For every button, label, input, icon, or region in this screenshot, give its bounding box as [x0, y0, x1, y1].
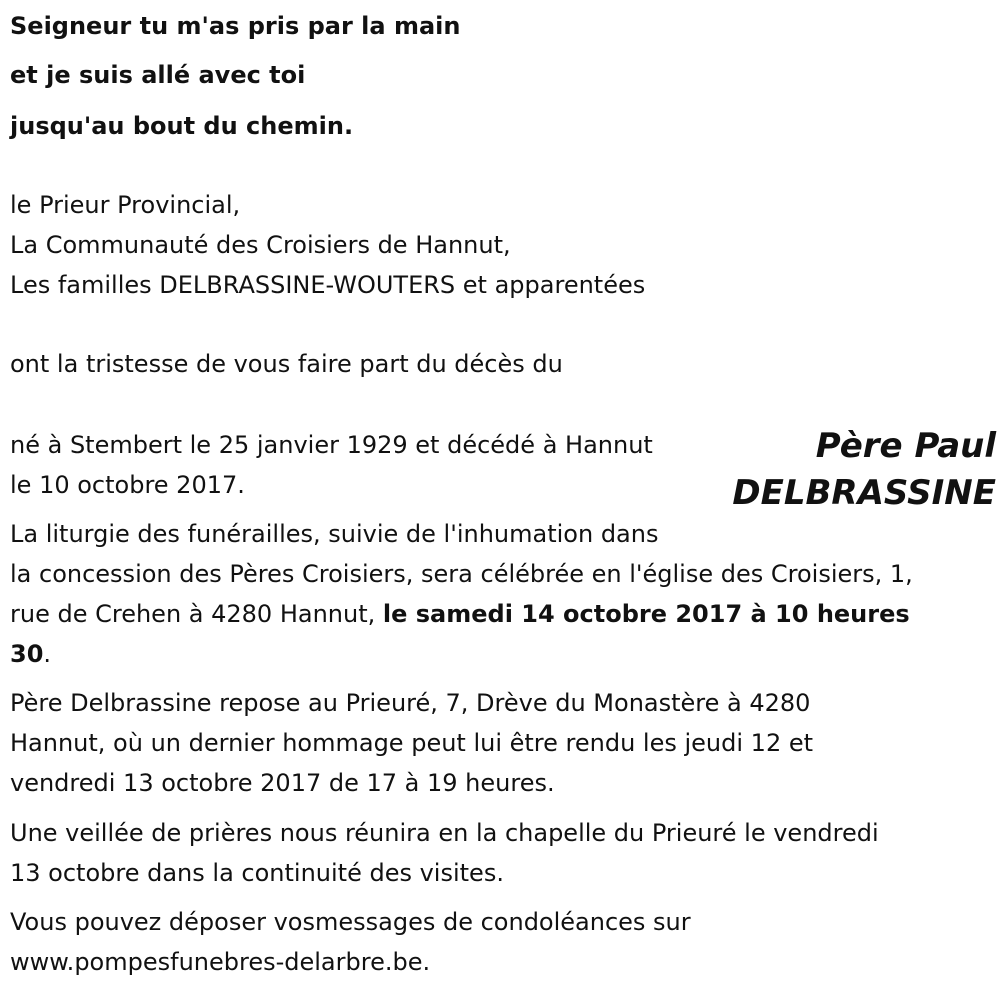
funeral-date-time: le samedi 14 octobre 2017 à 10 heures: [382, 600, 910, 628]
vigil-line-1: Une veillée de prières nous réunira en la chapelle du Prieuré le vendredi: [10, 819, 879, 847]
condolences-website: www.pompesfunebres-delarbre.be.: [10, 948, 431, 976]
birth-death-line-1: né à Stembert le 25 janvier 1929 et décédé à Hannut: [10, 431, 653, 459]
verse-line-3: jusqu'au bout du chemin.: [10, 112, 354, 140]
funeral-period: .: [43, 640, 52, 668]
signatory-line-2: La Communauté des Croisiers de Hannut,: [10, 231, 511, 259]
announcement-text: ont la tristesse de vous faire part du décès du: [10, 350, 563, 378]
verse-line-2: et je suis allé avec toi: [10, 61, 306, 89]
funeral-location: rue de Crehen à 4280 Hannut,: [10, 600, 383, 628]
condolences-line-1: Vous pouvez déposer vosmessages de condoléances sur: [10, 908, 691, 936]
visitation-line-2: Hannut, où un dernier hommage peut lui être rendu les jeudi 12 et: [10, 729, 814, 757]
funeral-line-3: [10, 594, 910, 634]
funeral-time-minutes: 30: [10, 640, 44, 668]
verse-line-1: Seigneur tu m'as pris par la main: [10, 12, 461, 40]
visitation-line-3: vendredi 13 octobre 2017 de 17 à 19 heures.: [10, 769, 555, 797]
signatory-line-3: Les familles DELBRASSINE-WOUTERS et apparentées: [10, 271, 646, 299]
funeral-line-4: [10, 634, 51, 674]
birth-death-line-2: le 10 octobre 2017.: [10, 471, 245, 499]
deceased-last-name: DELBRASSINE: [732, 473, 996, 513]
funeral-line-2: la concession des Pères Croisiers, sera célébrée en l'église des Croisiers, 1,: [10, 560, 913, 588]
visitation-line-1: Père Delbrassine repose au Prieuré, 7, Drève du Monastère à 4280: [10, 689, 811, 717]
vigil-line-2: 13 octobre dans la continuité des visites.: [10, 859, 504, 887]
funeral-line-1: La liturgie des funérailles, suivie de l'inhumation dans: [10, 520, 659, 548]
signatory-line-1: le Prieur Provincial,: [10, 191, 241, 219]
deceased-first-name: Père Paul: [815, 426, 996, 466]
